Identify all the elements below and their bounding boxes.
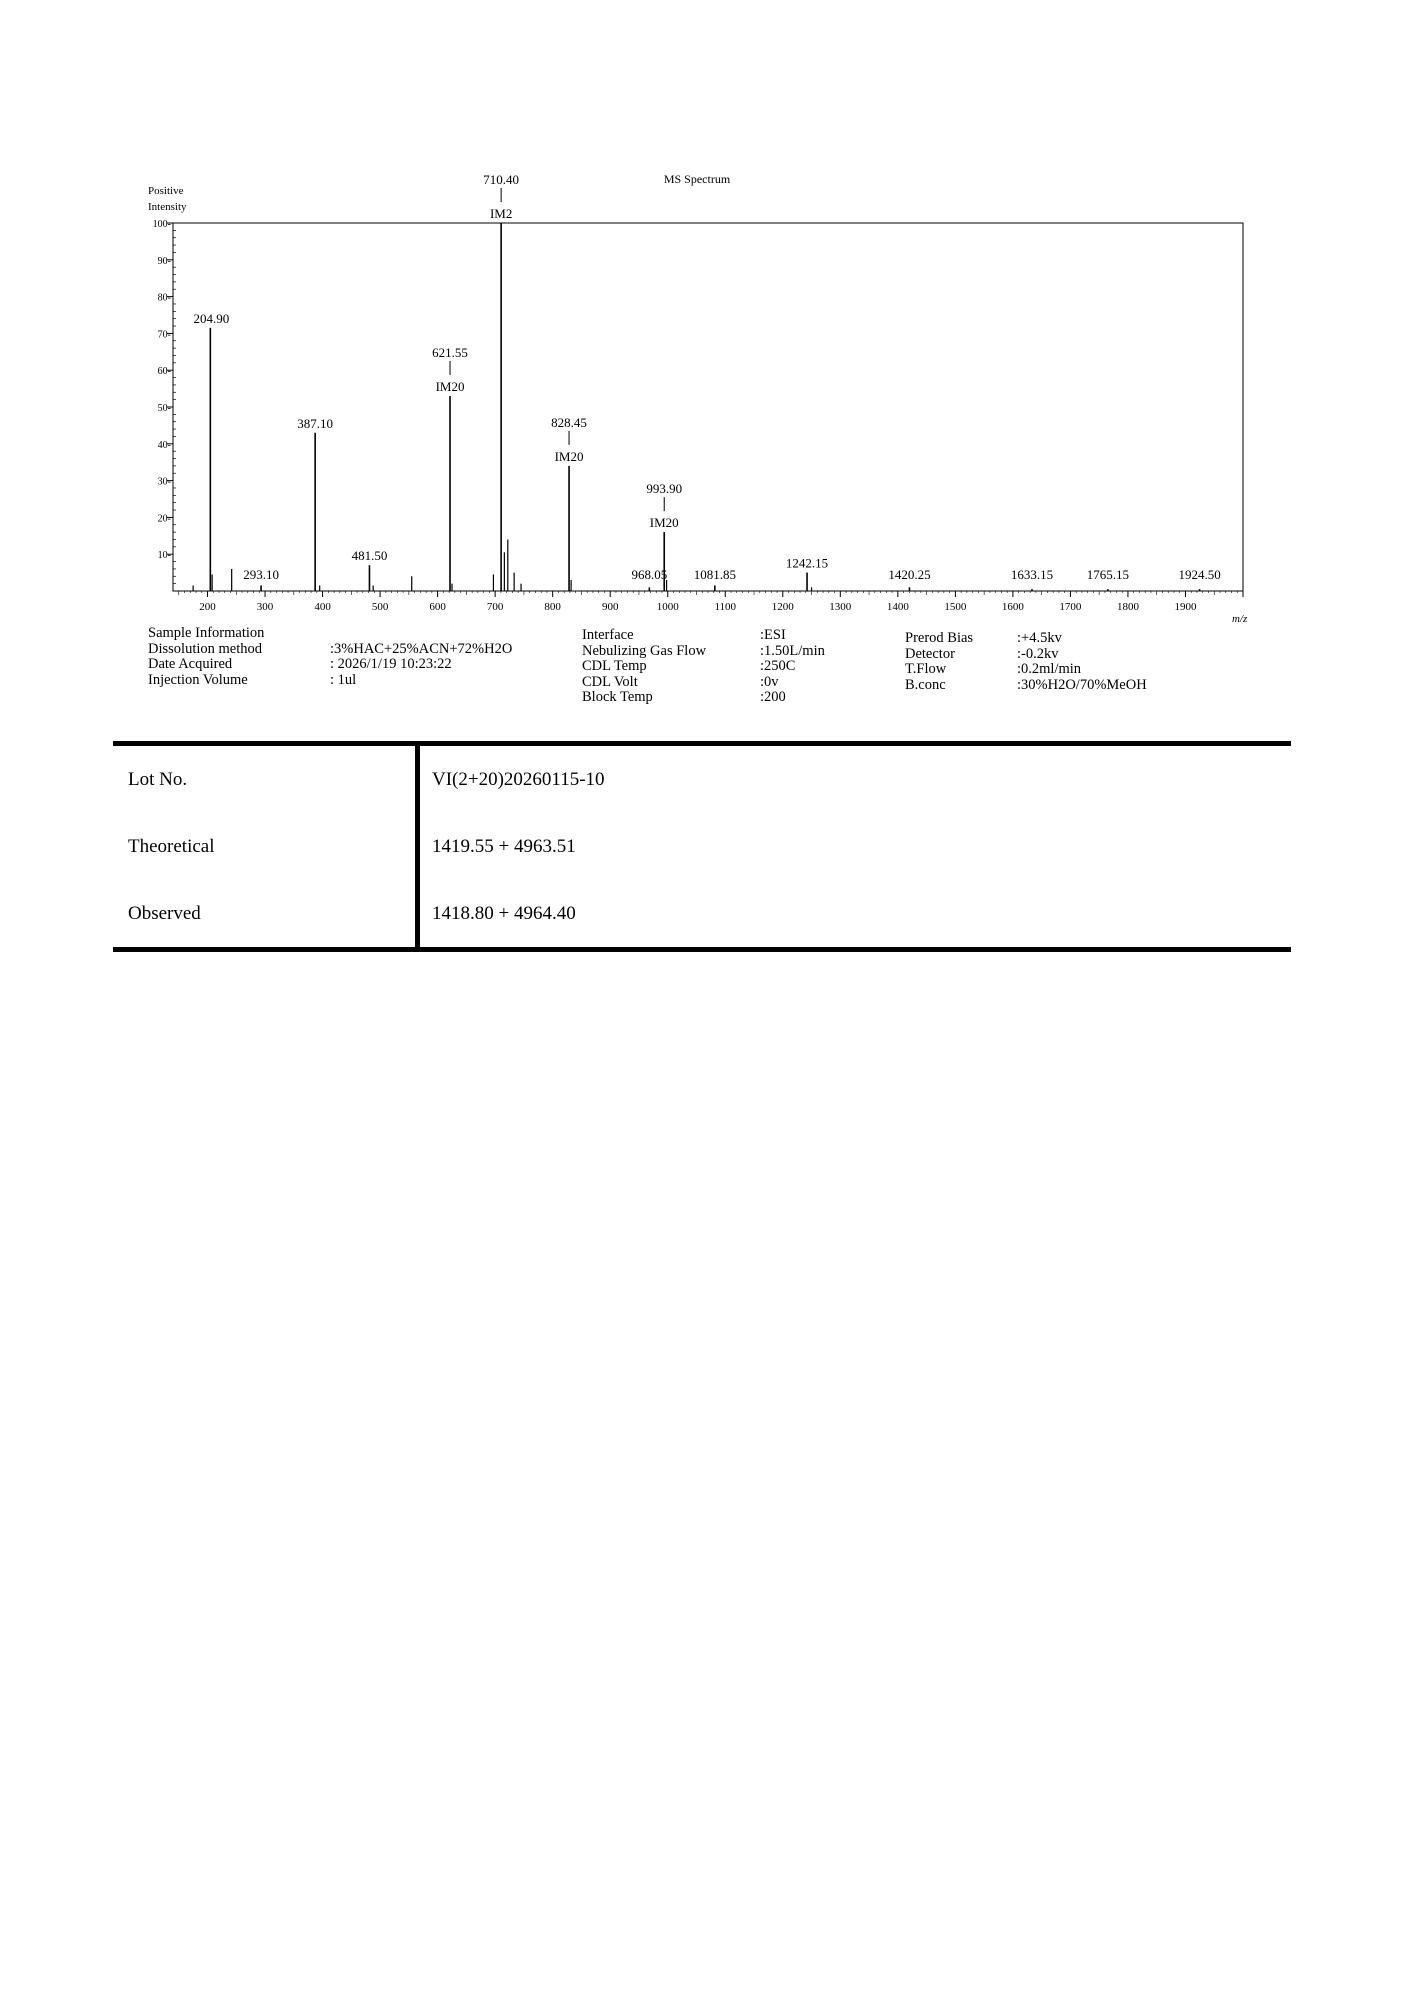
instrument-param-value: :0v: [760, 673, 779, 690]
peak-mz-label: 1420.25: [888, 567, 931, 582]
x-tick-label: 1100: [714, 601, 737, 613]
ms-spectrum-chart: [0, 0, 1414, 640]
instrument-param-row: [582, 644, 825, 660]
y-tick-label: 10-: [157, 550, 171, 562]
instrument-param-row: [582, 628, 825, 644]
x-tick-label: 800: [544, 601, 561, 613]
table-label-lot-no: Lot No.: [128, 768, 188, 790]
y-tick-label: 40-: [157, 439, 171, 451]
instrument-param-row: [582, 675, 825, 691]
y-tick-label: 90-: [157, 255, 171, 267]
instrument-param-value: :200: [760, 689, 786, 705]
peak-mz-label: 710.40: [483, 172, 520, 187]
peak-mz-label: 1765.15: [1086, 567, 1130, 582]
y-tick-label: 30-: [157, 476, 171, 488]
x-tick-label: 1400: [886, 601, 909, 613]
sample-info-value: : 1ul: [330, 671, 357, 688]
peak-mz-label: 387.10: [297, 415, 334, 431]
x-tick-label: 900: [601, 601, 619, 613]
peak-annotation: IM2: [489, 206, 513, 221]
sample-information-rows: [148, 642, 512, 689]
voltage-flow-block: [905, 631, 1147, 693]
y-tick-label: 80-: [157, 292, 171, 304]
table-row-theoretical: [113, 813, 1291, 880]
x-tick-label: 400: [314, 601, 331, 613]
plot-area-frame: [173, 223, 1243, 591]
voltage-param-value: :-0.2kv: [1017, 645, 1059, 662]
instrument-param-key: Nebulizing Gas Flow: [582, 642, 707, 659]
y-tick-label: 20-: [157, 513, 171, 525]
instrument-param-row: [582, 690, 825, 706]
sample-info-key: Injection Volume: [148, 671, 248, 688]
peak-mz-label: 1924.50: [1178, 567, 1221, 582]
voltage-flow-rows: [905, 631, 1147, 693]
table-row-observed: [113, 880, 1291, 947]
sample-info-row: [148, 657, 512, 673]
y-axis-label-line1: Positive: [148, 185, 184, 197]
x-tick-label: 1700: [1059, 601, 1082, 613]
chart-title: MS Spectrum: [663, 172, 731, 186]
y-axis-label-line2: Intensity: [148, 201, 187, 213]
sample-info-row: [148, 642, 512, 658]
peak-mz-label: 621.55: [432, 344, 468, 360]
sample-info-value: :3%HAC+25%ACN+72%H2O: [330, 640, 513, 657]
sample-information-block: [148, 626, 512, 688]
peak-mz-label: 481.50: [351, 548, 388, 564]
voltage-param-row: [905, 647, 1147, 663]
table-column-divider: [415, 746, 420, 947]
x-tick-label: 200: [199, 601, 216, 613]
voltage-param-value: :+4.5kv: [1017, 630, 1062, 646]
peak-mz-label: 1242.15: [785, 555, 829, 571]
labeled-peak-group: [193, 172, 1220, 591]
x-tick-label: 500: [371, 601, 389, 613]
instrument-param-value: :ESI: [760, 627, 786, 643]
instrument-parameter-rows: [582, 628, 825, 706]
sample-info-row: [148, 673, 512, 689]
y-tick-label: 60-: [157, 366, 171, 378]
instrument-param-value: :250C: [760, 658, 796, 674]
x-tick-label: 1000: [656, 601, 679, 613]
peak-mz-label: 993.90: [646, 481, 683, 497]
table-value-lot-no: VI(2+20)20260115-10: [432, 768, 605, 790]
y-tick-label: 50-: [157, 403, 171, 414]
x-tick-label: 1200: [771, 601, 794, 613]
y-axis: [153, 219, 176, 584]
voltage-param-value: :0.2ml/min: [1017, 661, 1082, 677]
x-axis-label: m/z: [1232, 613, 1248, 625]
peak-mz-label: 1081.85: [693, 567, 736, 582]
sample-info-key: Date Acquired: [148, 656, 233, 672]
peak-mz-label: 204.90: [193, 310, 230, 326]
peak-annotation: IM20: [649, 515, 679, 531]
voltage-param-value: :30%H2O/70%MeOH: [1017, 676, 1147, 693]
instrument-param-key: Block Temp: [582, 689, 653, 705]
peak-mz-label: 293.10: [243, 567, 279, 582]
table-value-observed: 1418.80 + 4964.40: [432, 902, 576, 924]
voltage-param-key: T.Flow: [905, 661, 947, 677]
peak-mz-label: 968.05: [631, 567, 668, 582]
x-tick-label: 1500: [944, 601, 967, 613]
peak-annotation: IM20: [554, 448, 584, 464]
result-table: [113, 741, 1291, 952]
instrument-param-key: Interface: [582, 627, 634, 643]
table-label-theoretical: Theoretical: [128, 835, 215, 857]
sample-information-header: Sample Information: [148, 625, 265, 641]
table-value-theoretical: 1419.55 + 4963.51: [432, 835, 576, 857]
x-tick-label: 1600: [1001, 601, 1024, 613]
voltage-param-key: B.conc: [905, 676, 946, 693]
minor-peak-group: [193, 539, 811, 591]
instrument-param-value: :1.50L/min: [760, 642, 825, 659]
peak-annotation: IM20: [435, 378, 465, 394]
instrument-param-key: CDL Volt: [582, 673, 638, 690]
voltage-param-row: [905, 678, 1147, 694]
x-axis: [179, 591, 1243, 613]
voltage-param-key: Prerod Bias: [905, 630, 974, 646]
x-tick-label: 700: [486, 601, 504, 613]
peak-mz-label: 828.45: [551, 414, 587, 430]
table-row-lot: [113, 746, 1291, 813]
x-tick-label: 1300: [829, 601, 852, 613]
instrument-param-row: [582, 659, 825, 675]
sample-info-value: : 2026/1/19 10:23:22: [330, 656, 452, 672]
y-tick-label: 100-: [152, 219, 171, 230]
x-tick-label: 1800: [1116, 601, 1139, 613]
voltage-param-row: [905, 631, 1147, 647]
peak-mz-label: 1633.15: [1010, 567, 1054, 582]
x-tick-label: 300: [256, 601, 274, 613]
instrument-param-key: CDL Temp: [582, 658, 647, 674]
voltage-param-key: Detector: [905, 645, 955, 662]
x-tick-label: 1900: [1174, 601, 1197, 613]
x-tick-label: 600: [429, 601, 446, 613]
sample-info-key: Dissolution method: [148, 640, 262, 657]
voltage-param-row: [905, 662, 1147, 678]
y-tick-label: 70-: [157, 329, 171, 341]
instrument-parameters-block: [582, 628, 825, 706]
table-label-observed: Observed: [128, 902, 201, 924]
